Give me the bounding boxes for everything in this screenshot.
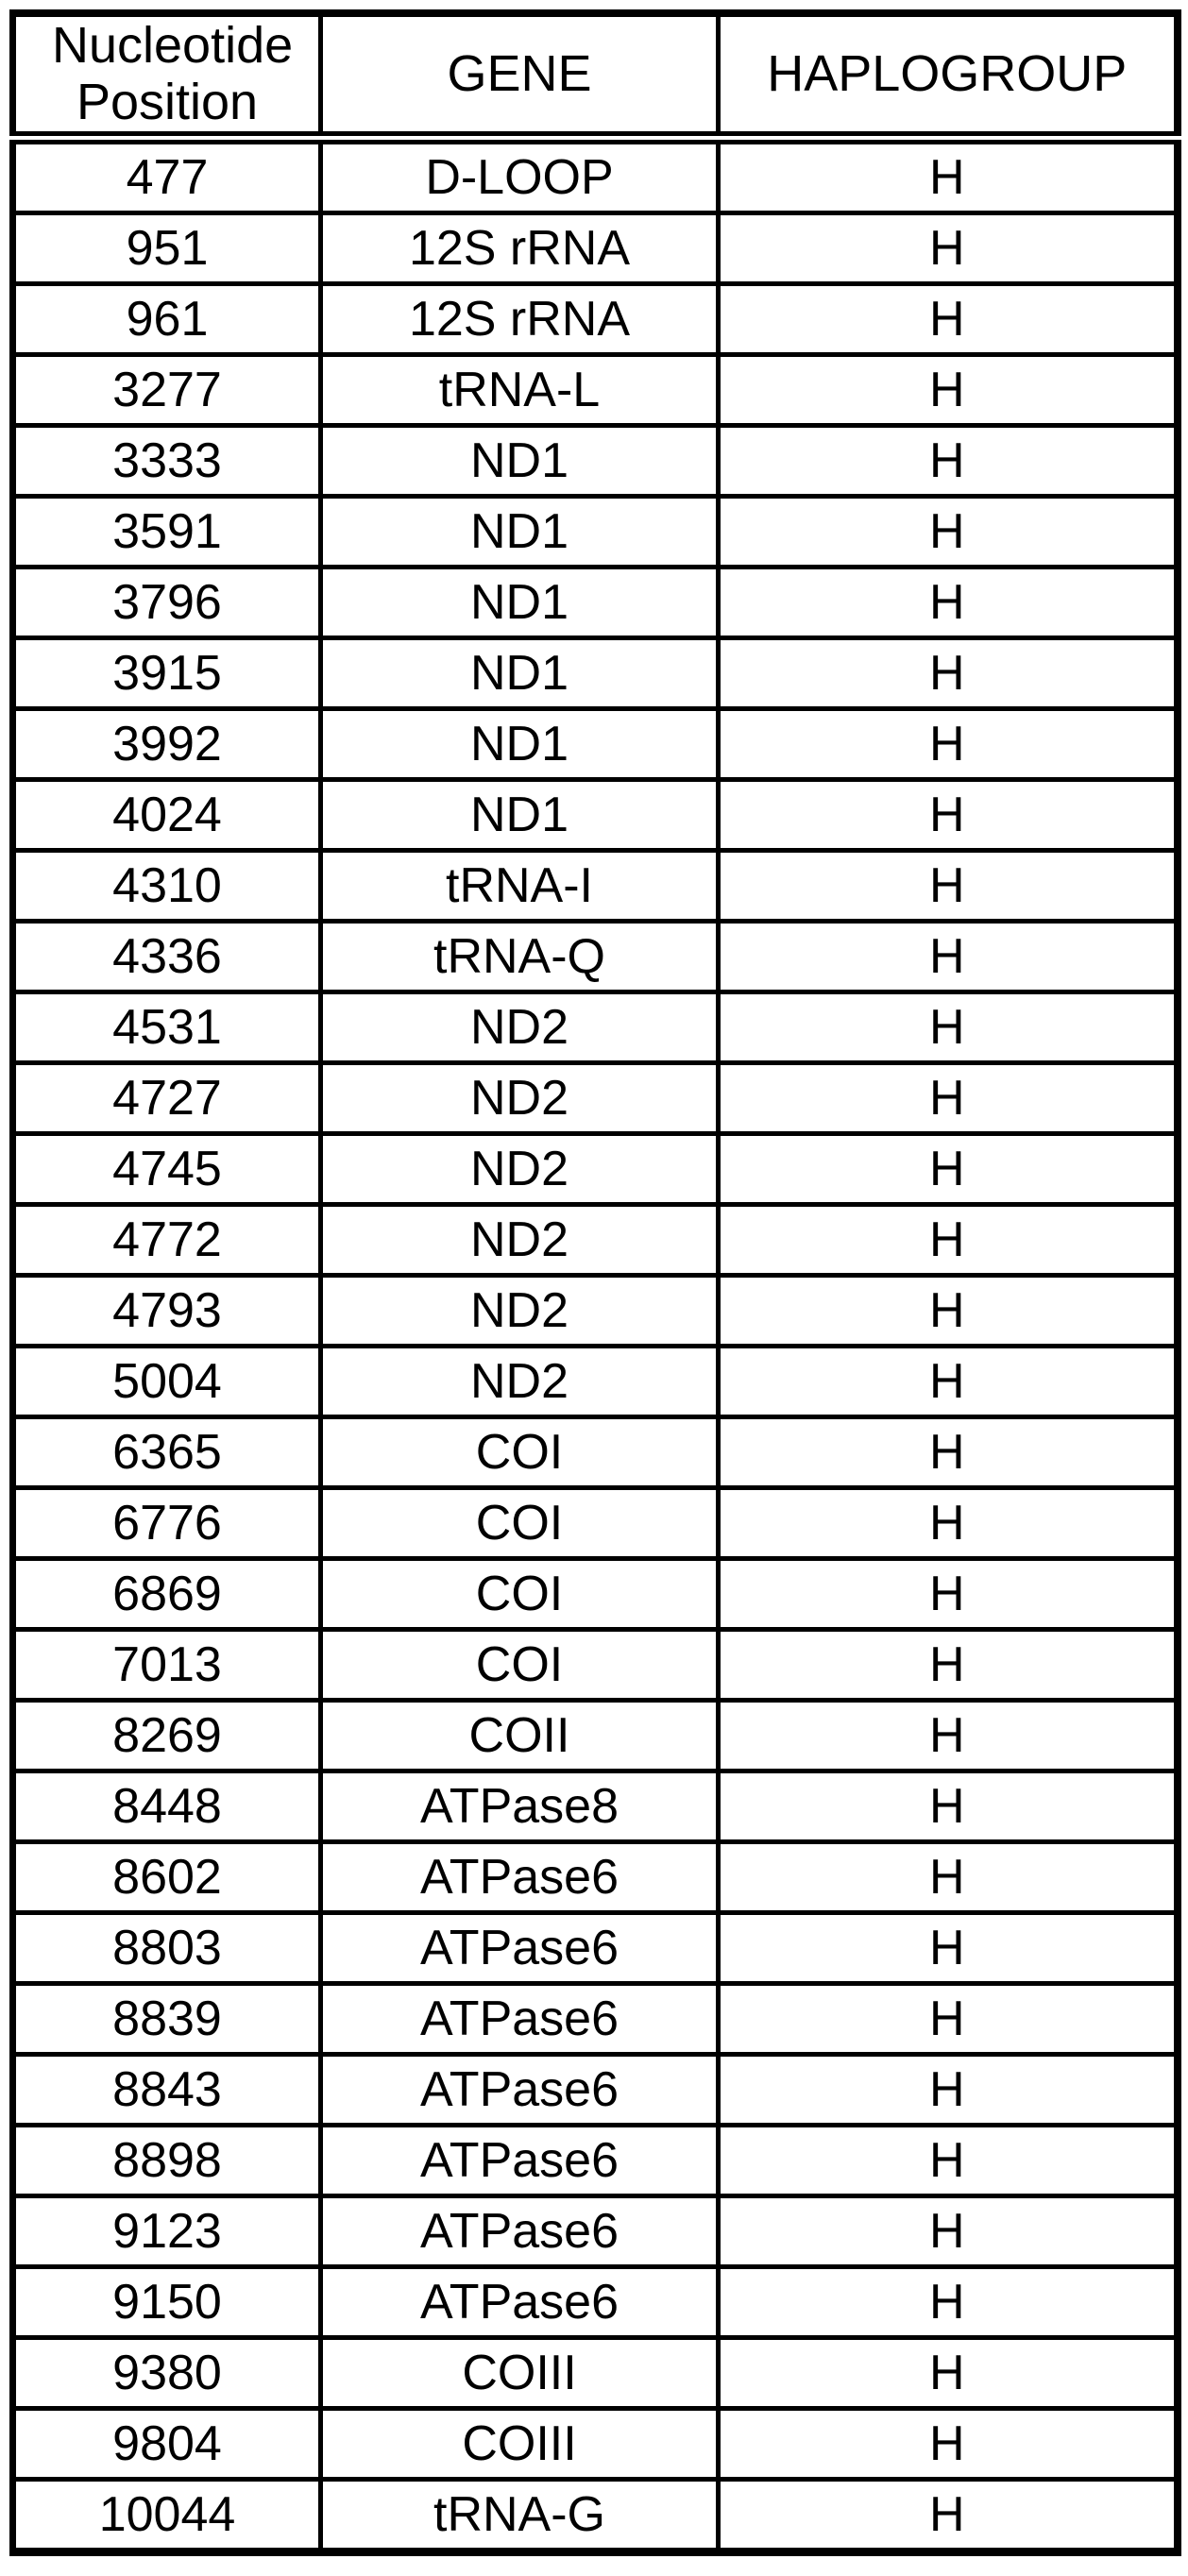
cell-nucleotide-position: 6869 <box>13 1558 321 1629</box>
table-row <box>13 1700 1178 1771</box>
cell-nucleotide-position: 9380 <box>13 2337 321 2408</box>
cell-gene: ATPase6 <box>321 2266 719 2337</box>
cell-gene: ND2 <box>321 1346 719 1416</box>
cell-gene: COI <box>321 1629 719 1700</box>
cell-haplogroup: H <box>719 708 1178 779</box>
cell-haplogroup: H <box>719 567 1178 637</box>
cell-gene: ATPase8 <box>321 1771 719 1841</box>
table-row <box>13 850 1178 921</box>
cell-nucleotide-position: 4336 <box>13 921 321 991</box>
table-row <box>13 1912 1178 1983</box>
table-row <box>13 212 1178 283</box>
table-row <box>13 779 1178 850</box>
cell-haplogroup: H <box>719 1416 1178 1487</box>
cell-gene: D-LOOP <box>321 138 719 213</box>
cell-nucleotide-position: 951 <box>13 212 321 283</box>
table-row <box>13 2337 1178 2408</box>
cell-haplogroup: H <box>719 2408 1178 2479</box>
cell-nucleotide-position: 4793 <box>13 1275 321 1346</box>
cell-gene: ND2 <box>321 1062 719 1133</box>
cell-nucleotide-position: 961 <box>13 283 321 354</box>
cell-gene: COIII <box>321 2337 719 2408</box>
cell-haplogroup: H <box>719 1204 1178 1275</box>
cell-haplogroup: H <box>719 637 1178 708</box>
cell-haplogroup: H <box>719 2125 1178 2195</box>
cell-gene: 12S rRNA <box>321 212 719 283</box>
cell-haplogroup: H <box>719 1487 1178 1558</box>
cell-nucleotide-position: 8843 <box>13 2054 321 2125</box>
table-row <box>13 1629 1178 1700</box>
table-row <box>13 1204 1178 1275</box>
cell-haplogroup: H <box>719 921 1178 991</box>
table-body <box>13 138 1178 2552</box>
table-row <box>13 1275 1178 1346</box>
cell-nucleotide-position: 3992 <box>13 708 321 779</box>
cell-haplogroup: H <box>719 496 1178 567</box>
table-row <box>13 1558 1178 1629</box>
cell-nucleotide-position: 8803 <box>13 1912 321 1983</box>
table-row <box>13 496 1178 567</box>
cell-gene: ATPase6 <box>321 1912 719 1983</box>
cell-gene: ND1 <box>321 779 719 850</box>
cell-gene: ND2 <box>321 1275 719 1346</box>
table-row <box>13 354 1178 425</box>
cell-haplogroup: H <box>719 1629 1178 1700</box>
cell-gene: COI <box>321 1416 719 1487</box>
cell-nucleotide-position: 8448 <box>13 1771 321 1841</box>
cell-haplogroup: H <box>719 1558 1178 1629</box>
cell-nucleotide-position: 4531 <box>13 991 321 1062</box>
table-row <box>13 991 1178 1062</box>
table-header <box>13 13 1178 138</box>
cell-gene: ND1 <box>321 496 719 567</box>
cell-haplogroup: H <box>719 212 1178 283</box>
cell-haplogroup: H <box>719 2479 1178 2551</box>
table-row <box>13 2125 1178 2195</box>
cell-nucleotide-position: 3277 <box>13 354 321 425</box>
cell-nucleotide-position: 9804 <box>13 2408 321 2479</box>
table-row <box>13 2479 1178 2551</box>
cell-gene: COI <box>321 1558 719 1629</box>
cell-haplogroup: H <box>719 1133 1178 1204</box>
table-row <box>13 637 1178 708</box>
cell-haplogroup: H <box>719 991 1178 1062</box>
cell-gene: ATPase6 <box>321 1983 719 2054</box>
cell-gene: ND1 <box>321 708 719 779</box>
cell-haplogroup: H <box>719 779 1178 850</box>
cell-gene: COI <box>321 1487 719 1558</box>
table-row <box>13 708 1178 779</box>
cell-gene: tRNA-G <box>321 2479 719 2551</box>
table-row <box>13 2408 1178 2479</box>
cell-haplogroup: H <box>719 1983 1178 2054</box>
cell-gene: tRNA-Q <box>321 921 719 991</box>
cell-gene: COIII <box>321 2408 719 2479</box>
table-row <box>13 1983 1178 2054</box>
cell-haplogroup: H <box>719 138 1178 213</box>
cell-gene: 12S rRNA <box>321 283 719 354</box>
column-header-nucleotide-position: Nucleotide Position <box>13 13 321 138</box>
cell-gene: ND2 <box>321 1133 719 1204</box>
cell-haplogroup: H <box>719 1062 1178 1133</box>
cell-gene: COII <box>321 1700 719 1771</box>
cell-nucleotide-position: 4310 <box>13 850 321 921</box>
table-row <box>13 2195 1178 2266</box>
column-header-gene: GENE <box>321 13 719 138</box>
cell-gene: ATPase6 <box>321 1841 719 1912</box>
cell-nucleotide-position: 8269 <box>13 1700 321 1771</box>
cell-nucleotide-position: 8898 <box>13 2125 321 2195</box>
cell-gene: ND1 <box>321 425 719 496</box>
cell-gene: tRNA-L <box>321 354 719 425</box>
cell-gene: ATPase6 <box>321 2054 719 2125</box>
cell-haplogroup: H <box>719 354 1178 425</box>
cell-nucleotide-position: 6365 <box>13 1416 321 1487</box>
table-row <box>13 1133 1178 1204</box>
table-row <box>13 2054 1178 2125</box>
cell-gene: ATPase6 <box>321 2195 719 2266</box>
cell-nucleotide-position: 4745 <box>13 1133 321 1204</box>
cell-nucleotide-position: 4772 <box>13 1204 321 1275</box>
table-row <box>13 1841 1178 1912</box>
cell-haplogroup: H <box>719 2054 1178 2125</box>
cell-haplogroup: H <box>719 1841 1178 1912</box>
cell-nucleotide-position: 4727 <box>13 1062 321 1133</box>
cell-haplogroup: H <box>719 425 1178 496</box>
cell-gene: tRNA-I <box>321 850 719 921</box>
table-row <box>13 1346 1178 1416</box>
cell-haplogroup: H <box>719 2266 1178 2337</box>
table-row <box>13 138 1178 213</box>
cell-nucleotide-position: 5004 <box>13 1346 321 1416</box>
cell-nucleotide-position: 477 <box>13 138 321 213</box>
cell-gene: ND1 <box>321 567 719 637</box>
cell-haplogroup: H <box>719 1275 1178 1346</box>
cell-nucleotide-position: 7013 <box>13 1629 321 1700</box>
cell-nucleotide-position: 9123 <box>13 2195 321 2266</box>
cell-nucleotide-position: 8839 <box>13 1983 321 2054</box>
table-row <box>13 921 1178 991</box>
table-row <box>13 1062 1178 1133</box>
cell-haplogroup: H <box>719 1346 1178 1416</box>
cell-nucleotide-position: 3796 <box>13 567 321 637</box>
cell-nucleotide-position: 6776 <box>13 1487 321 1558</box>
cell-gene: ND2 <box>321 991 719 1062</box>
haplogroup-mutation-table <box>9 9 1181 2556</box>
cell-haplogroup: H <box>719 1912 1178 1983</box>
cell-haplogroup: H <box>719 1771 1178 1841</box>
cell-nucleotide-position: 3915 <box>13 637 321 708</box>
cell-gene: ND2 <box>321 1204 719 1275</box>
cell-haplogroup: H <box>719 2337 1178 2408</box>
table-row <box>13 1487 1178 1558</box>
cell-haplogroup: H <box>719 850 1178 921</box>
table-row <box>13 2266 1178 2337</box>
cell-nucleotide-position: 3591 <box>13 496 321 567</box>
cell-nucleotide-position: 4024 <box>13 779 321 850</box>
cell-nucleotide-position: 3333 <box>13 425 321 496</box>
cell-gene: ATPase6 <box>321 2125 719 2195</box>
cell-haplogroup: H <box>719 1700 1178 1771</box>
header-row <box>13 13 1178 138</box>
cell-nucleotide-position: 9150 <box>13 2266 321 2337</box>
cell-gene: ND1 <box>321 637 719 708</box>
table-row <box>13 283 1178 354</box>
cell-nucleotide-position: 10044 <box>13 2479 321 2551</box>
table-row <box>13 1771 1178 1841</box>
cell-haplogroup: H <box>719 283 1178 354</box>
cell-nucleotide-position: 8602 <box>13 1841 321 1912</box>
table-row <box>13 567 1178 637</box>
table-row <box>13 425 1178 496</box>
cell-haplogroup: H <box>719 2195 1178 2266</box>
table-row <box>13 1416 1178 1487</box>
column-header-haplogroup: HAPLOGROUP <box>719 13 1178 138</box>
